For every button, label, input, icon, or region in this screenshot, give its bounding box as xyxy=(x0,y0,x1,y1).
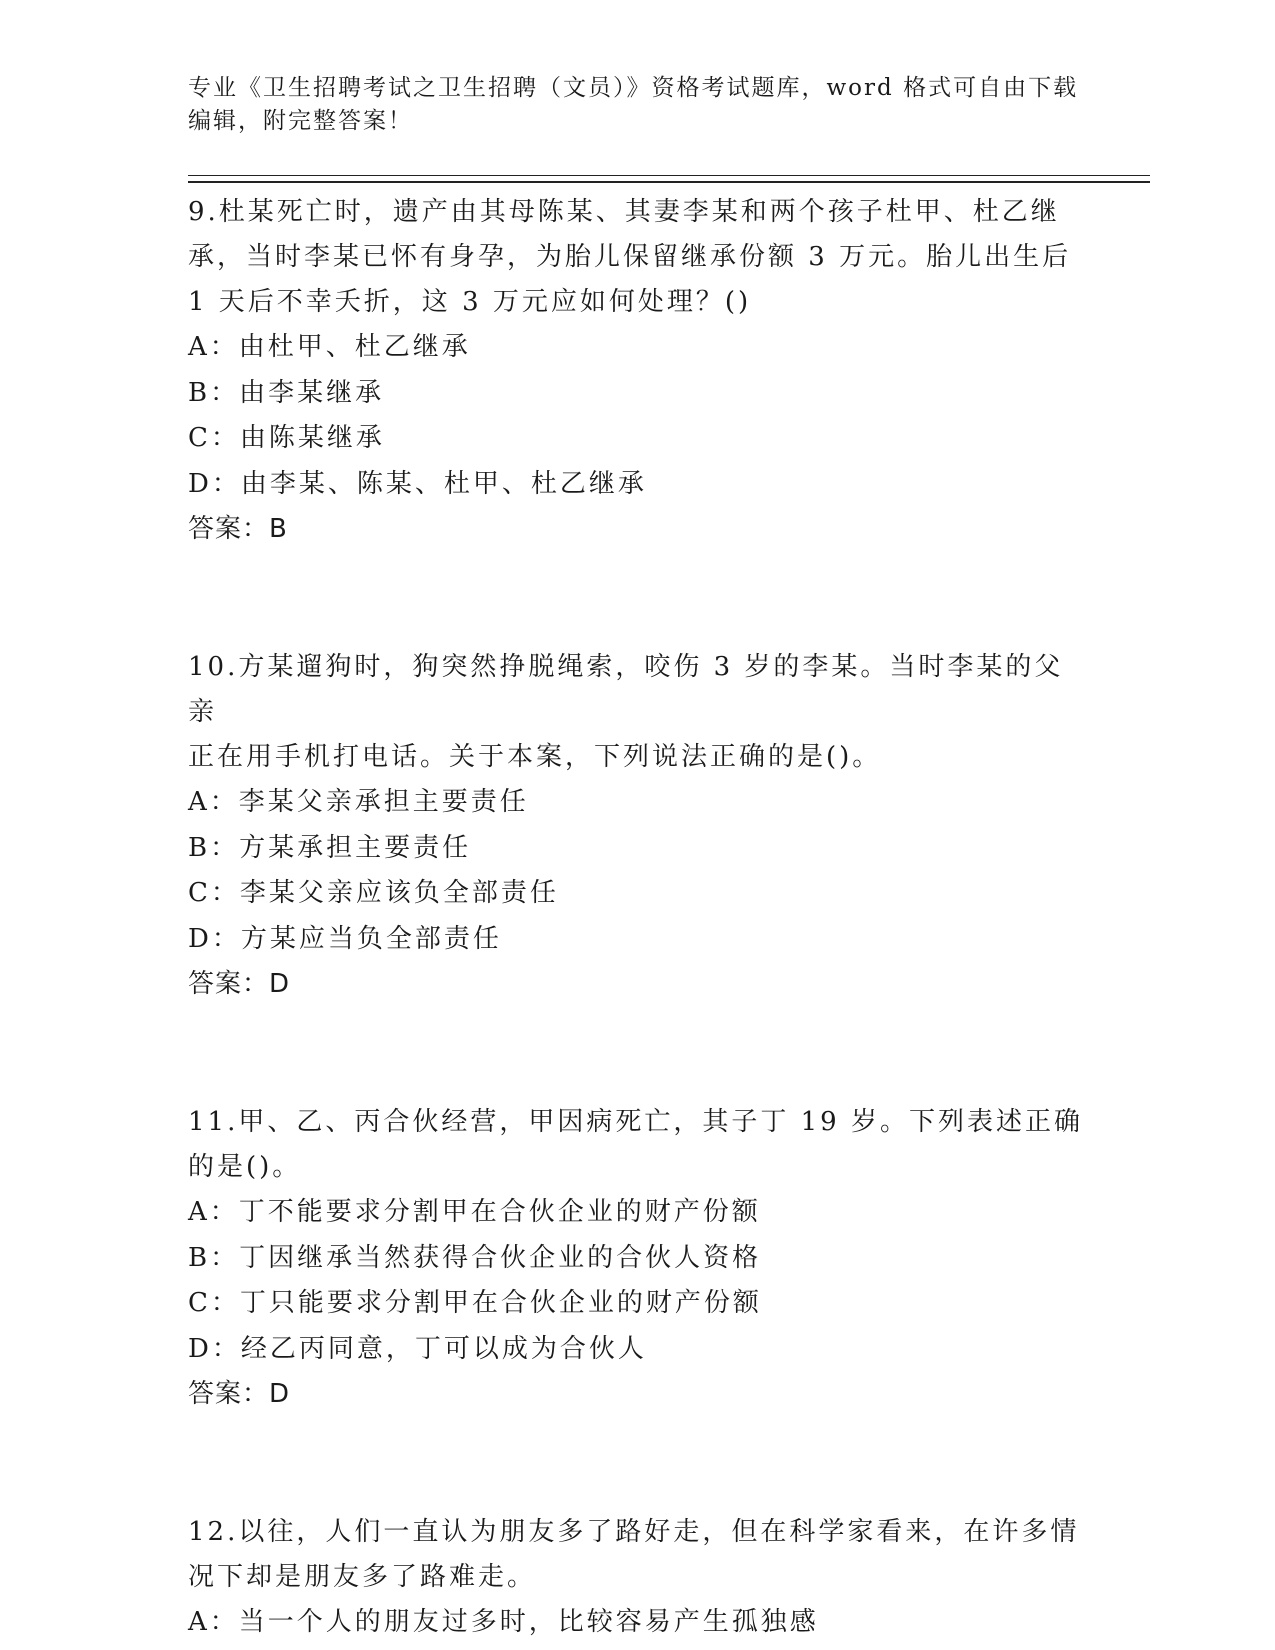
question-text-line: 1 天后不幸夭折，这 3 万元应如何处理？() xyxy=(188,287,752,317)
header-rule-thin xyxy=(188,175,1150,176)
header-line-1: 专业《卫生招聘考试之卫生招聘（文员）》资格考试题库，word 格式可自由下载 xyxy=(188,75,1079,101)
option-b: B：丁因继承当然获得合伙企业的合伙人资格 xyxy=(188,1242,762,1273)
option-b: B：由李某继承 xyxy=(188,377,385,408)
question-12 xyxy=(188,1510,1088,1646)
option-a: A：李某父亲承担主要责任 xyxy=(188,787,529,817)
option-a: A：当一个人的朋友过多时，比较容易产生孤独感 xyxy=(188,1607,819,1637)
question-text-line: 12.以往，人们一直认为朋友多了路好走，但在科学家看来，在许多情 xyxy=(188,1517,1080,1547)
question-text-line: 况下却是朋友多了路难走。 xyxy=(188,1562,537,1592)
question-9 xyxy=(188,190,1088,552)
question-text-line: 承，当时李某已怀有身孕，为胎儿保留继承份额 3 万元。胎儿出生后 xyxy=(188,242,1072,272)
answer-line: 答案：D xyxy=(188,969,291,999)
option-d: D：方某应当负全部责任 xyxy=(188,923,502,954)
question-text-line: 的是()。 xyxy=(188,1152,302,1182)
option-d: D：经乙丙同意，丁可以成为合伙人 xyxy=(188,1333,647,1364)
option-d: D：由李某、陈某、杜甲、杜乙继承 xyxy=(188,468,647,499)
document-header xyxy=(188,72,1088,138)
question-text-line: 11.甲、乙、丙合伙经营，甲因病死亡，其子丁 19 岁。下列表述正确 xyxy=(188,1107,1083,1137)
question-text-line: 10.方某遛狗时，狗突然挣脱绳索，咬伤 3 岁的李某。当时李某的父亲 xyxy=(188,652,1064,727)
question-list xyxy=(188,190,1088,1646)
option-a: A：丁不能要求分割甲在合伙企业的财产份额 xyxy=(188,1197,761,1227)
question-text-line: 正在用手机打电话。关于本案，下列说法正确的是()。 xyxy=(188,742,882,772)
header-rule-thick xyxy=(188,181,1150,183)
question-10 xyxy=(188,645,1088,1007)
option-c: C：李某父亲应该负全部责任 xyxy=(188,878,559,908)
answer-line: 答案：B xyxy=(188,514,288,544)
question-text-line: 9.杜某死亡时，遗产由其母陈某、其妻李某和两个孩子杜甲、杜乙继 xyxy=(188,197,1060,227)
option-c: C：丁只能要求分割甲在合伙企业的财产份额 xyxy=(188,1288,762,1318)
header-line-2: 编辑，附完整答案！ xyxy=(188,108,413,134)
answer-line: 答案：D xyxy=(188,1379,291,1409)
question-11 xyxy=(188,1100,1088,1417)
option-a: A：由杜甲、杜乙继承 xyxy=(188,332,471,362)
option-b: B：方某承担主要责任 xyxy=(188,832,472,863)
option-c: C：由陈某继承 xyxy=(188,423,385,453)
